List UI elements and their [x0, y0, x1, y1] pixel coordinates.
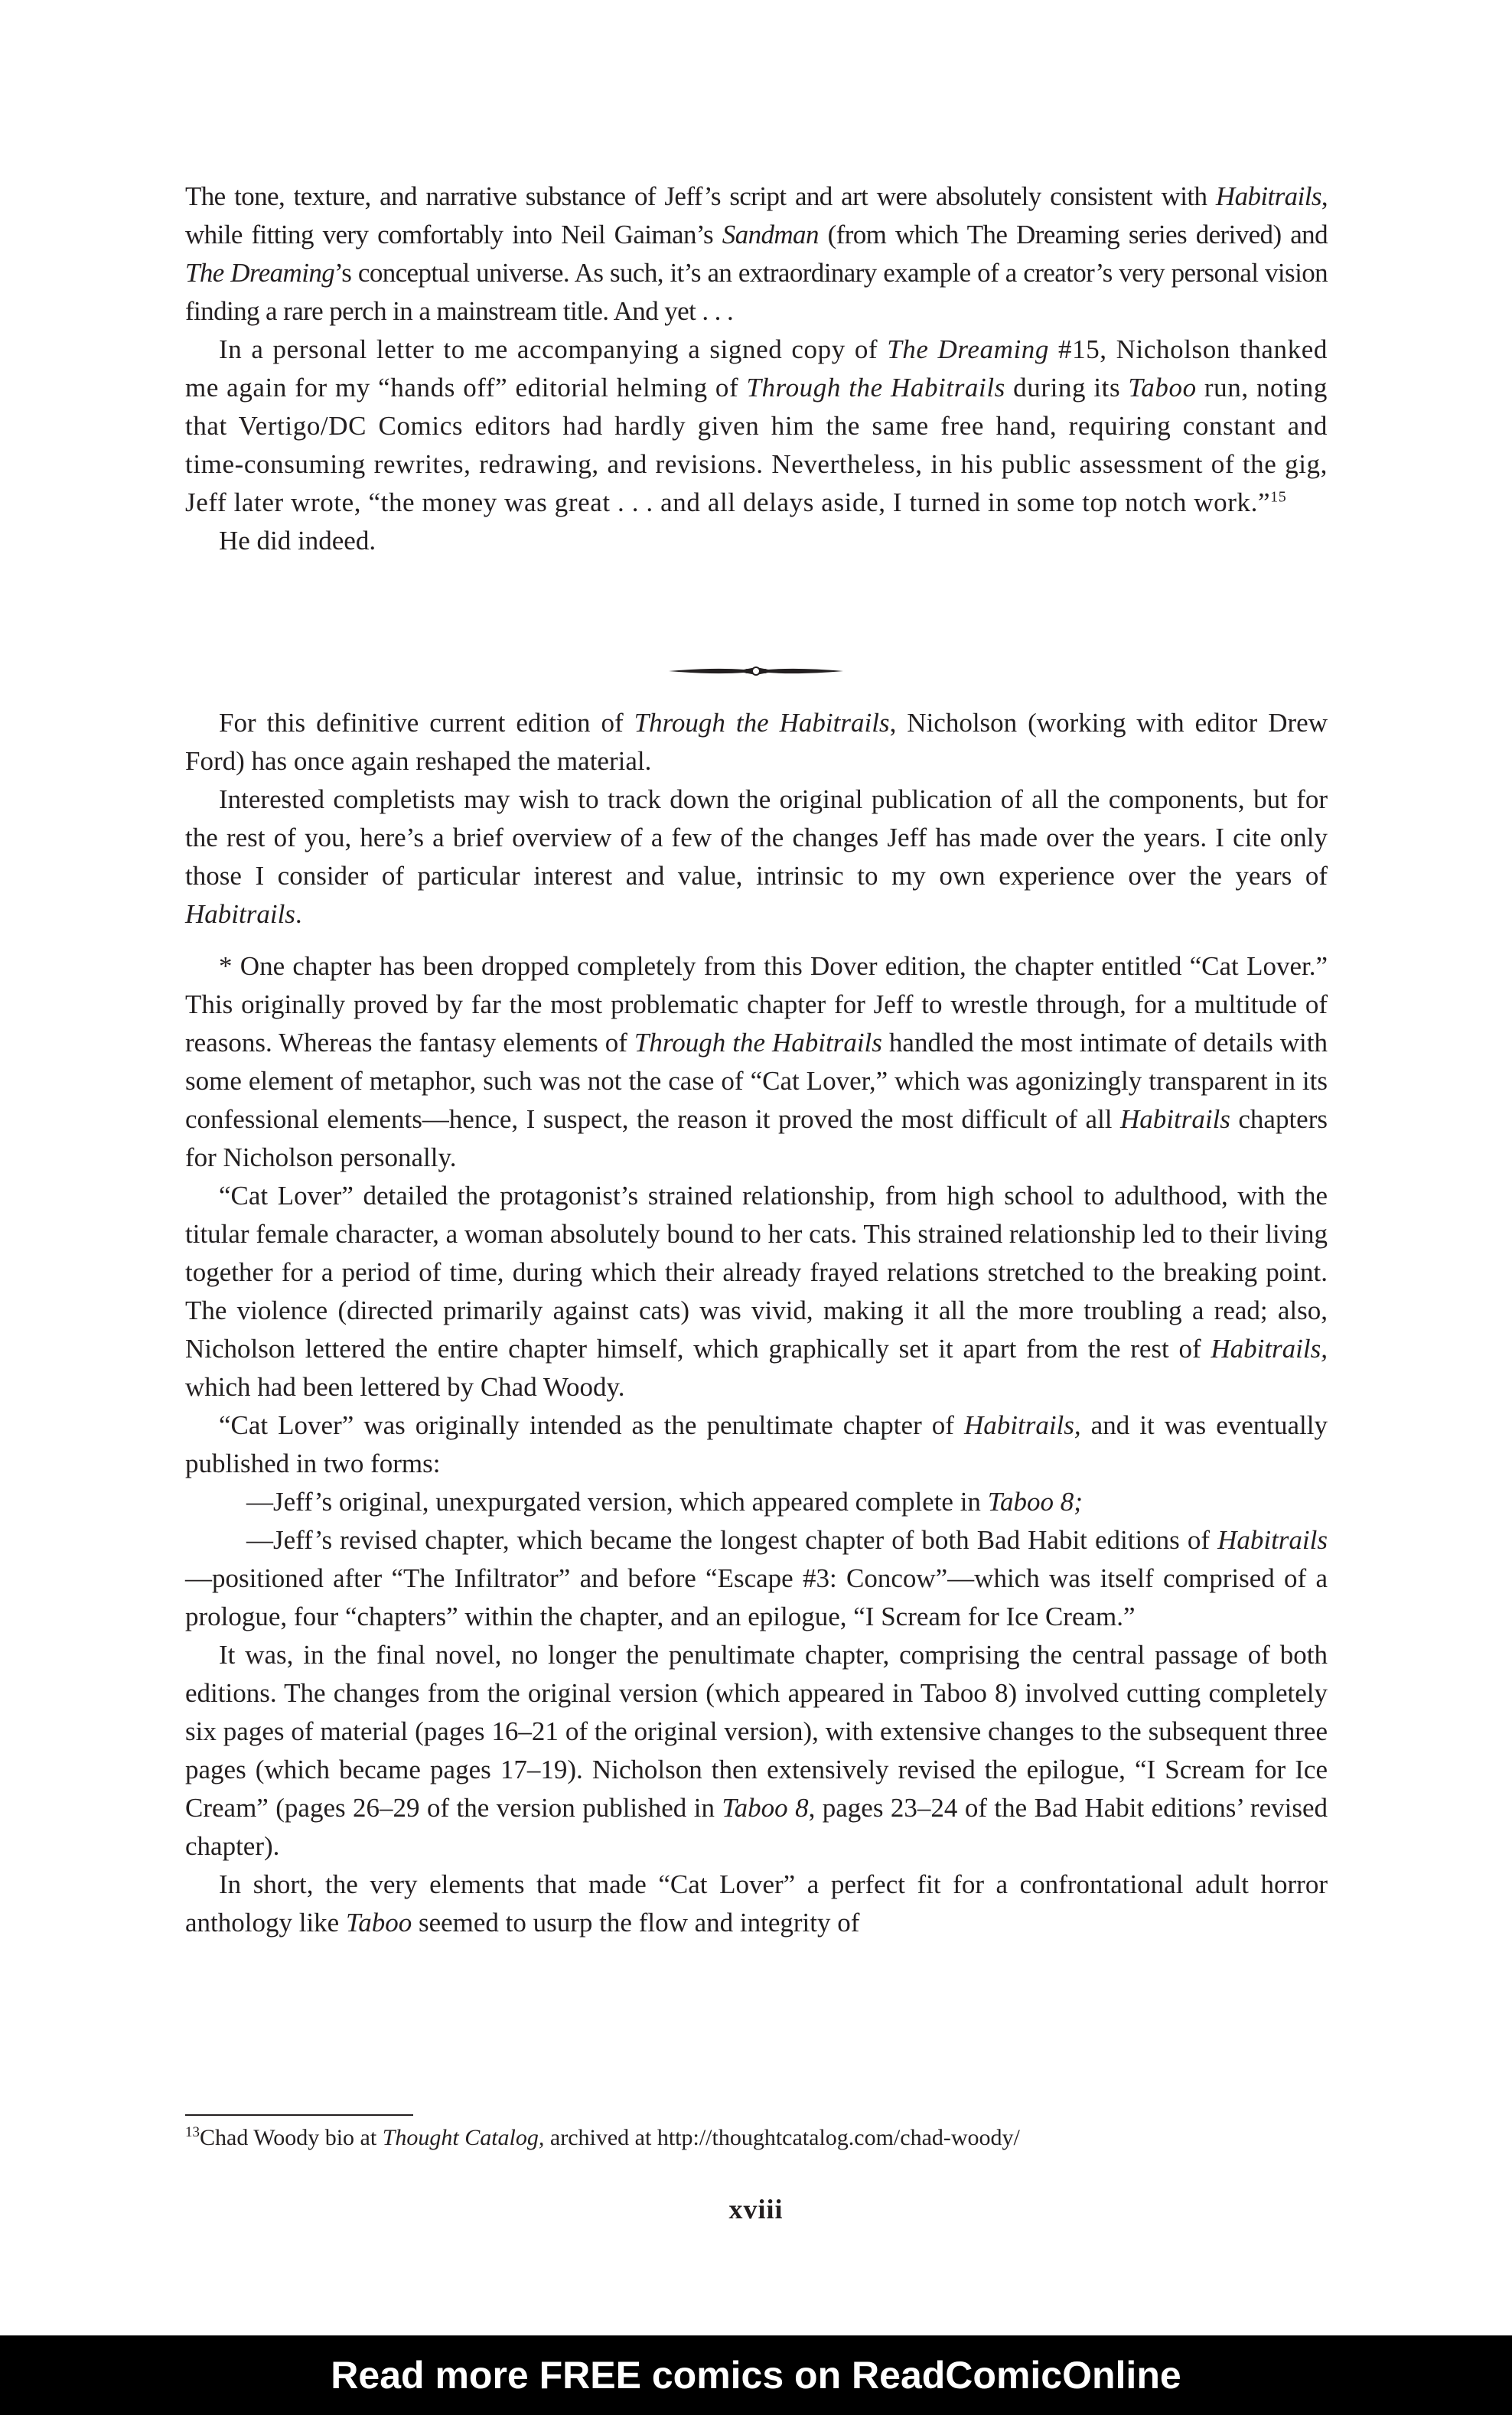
- italic-text: Thought Catalog,: [382, 2125, 545, 2150]
- footnote-marker: 15: [1270, 488, 1287, 506]
- italic-text: Habitrails: [1217, 1525, 1328, 1555]
- italic-text: Through the Habitrails: [634, 1028, 882, 1058]
- paragraph: —Jeff’s original, unexpurgated version, which appeared complete in Taboo 8;: [246, 1487, 1083, 1517]
- paragraph: —Jeff’s revised chapter, which became the longest chapter of both Bad Habit editions of Habitrails—positioned after “The Infiltrator” and before “Escape #3: Concow”—which was itself comprised of a prologue, four “chapters” within the chapter, and an epilogue, “I Scream for Ice Cream.”: [185, 1525, 1328, 1631]
- italic-text: Habitrails: [1215, 181, 1321, 211]
- italic-text: Habitrails: [1120, 1104, 1230, 1134]
- italic-text: Taboo: [345, 1908, 412, 1938]
- promo-banner[interactable]: Read more FREE comics on ReadComicOnline: [0, 2335, 1512, 2415]
- italic-text: Taboo 8;: [987, 1487, 1083, 1517]
- italic-text: Through the Habitrails: [746, 373, 1005, 402]
- paragraph: “Cat Lover” was originally intended as the penultimate chapter of Habitrails, and it was eventually published in two forms:: [185, 1410, 1328, 1478]
- footnote: $^{13}$Chad Woody bio at Thought Catalog, archived at http://thoughtcatalog.com/chad-woody/: [185, 2124, 1020, 2150]
- italic-text: Taboo 8: [722, 1793, 809, 1823]
- paragraph: For this definitive current edition of Through the Habitrails, Nicholson (working with editor Drew Ford) has once again reshaped the material.: [185, 708, 1328, 776]
- footnote-rule: [185, 2114, 413, 2116]
- paragraph: * One chapter has been dropped completely from this Dover edition, the chapter entitled “Cat Lover.” This originally proved by far the most problematic chapter for Jeff to wrestle through, for a multitude of reasons. Whereas the fantasy elements of Through the Habitrails handled the most intimate of details with some element of metaphor, such was not the case of “Cat Lover,” which was agonizingly transparent in its confessional elements—hence, I suspect, the reason it proved the most difficult of all Habitrails chapters for Nicholson personally.: [185, 951, 1328, 1172]
- footnote-marker: 13: [185, 2124, 200, 2140]
- italic-text: The Dreaming: [887, 334, 1049, 364]
- text-block-top: [185, 178, 1328, 560]
- text-block-main: [185, 704, 1328, 1942]
- paragraph: In a personal letter to me accompanying a signed copy of The Dreaming #15, Nicholson thanked me again for my “hands off” editorial helming of Through the Habitrails during its Taboo run, noting that Vertigo/DC Comics editors had hardly given him the same free hand, requiring constant and time-consuming rewrites, redrawing, and revisions. Nevertheless, in his public assessment of the gig, Jeff later wrote, “the money was great . . . and all delays aside, I turned in some top notch work.”$^{15}$: [185, 334, 1328, 517]
- page-number: xviii: [728, 2194, 784, 2224]
- italic-text: Sandman: [722, 220, 819, 249]
- paragraph: In short, the very elements that made “Cat Lover” a perfect fit for a confrontational adult horror anthology like Taboo seemed to usurp the flow and integrity of: [185, 1869, 1328, 1938]
- paragraph: The tone, texture, and narrative substance of Jeff’s script and art were absolutely consistent with Habitrails, while fitting very comfortably into Neil Gaiman’s Sandman (from which The Dreaming series derived) and The Dreaming’s conceptual universe. As such, it’s an extraordinary example of a creator’s very personal vision finding a rare perch in a mainstream title. And yet . . .: [185, 181, 1328, 326]
- paragraph: Interested completists may wish to track down the original publication of all the components, but for the rest of you, here’s a brief overview of a few of the changes Jeff has made over the years. I cite only those I consider of particular interest and value, intrinsic to my own experience over the years of Habitrails.: [185, 784, 1328, 929]
- italic-text: Habitrails,: [963, 1410, 1081, 1440]
- italic-text: Through the Habitrails: [634, 708, 890, 738]
- paragraph: It was, in the final novel, no longer the penultimate chapter, comprising the central passage of both editions. The changes from the original version (which appeared in Taboo 8) involved cutting completely six pages of material (pages 16–21 of the original version), with extensive changes to the subsequent three pages (which became pages 17–19). Nicholson then extensively revised the epilogue, “I Scream for Ice Cream” (pages 26–29 of the version published in Taboo 8, pages 23–24 of the Bad Habit editions’ revised chapter).: [185, 1640, 1328, 1861]
- section-ornament: [667, 663, 845, 680]
- italic-text: Taboo: [1128, 373, 1197, 402]
- italic-text: Habitrails: [185, 899, 295, 929]
- italic-text: Habitrails,: [1211, 1334, 1328, 1364]
- paragraph: He did indeed.: [219, 526, 376, 556]
- italic-text: The Dreaming: [185, 258, 335, 288]
- paragraph: “Cat Lover” detailed the protagonist’s strained relationship, from high school to adulthood, with the titular female character, a woman absolutely bound to her cats. This strained relationship led to their living together for a period of time, during which their already frayed relations stretched to the breaking point. The violence (directed primarily against cats) was vivid, making it all the more troubling a read; also, Nicholson lettered the entire chapter himself, which graphically set it apart from the rest of Habitrails, which had been lettered by Chad Woody.: [185, 1181, 1328, 1402]
